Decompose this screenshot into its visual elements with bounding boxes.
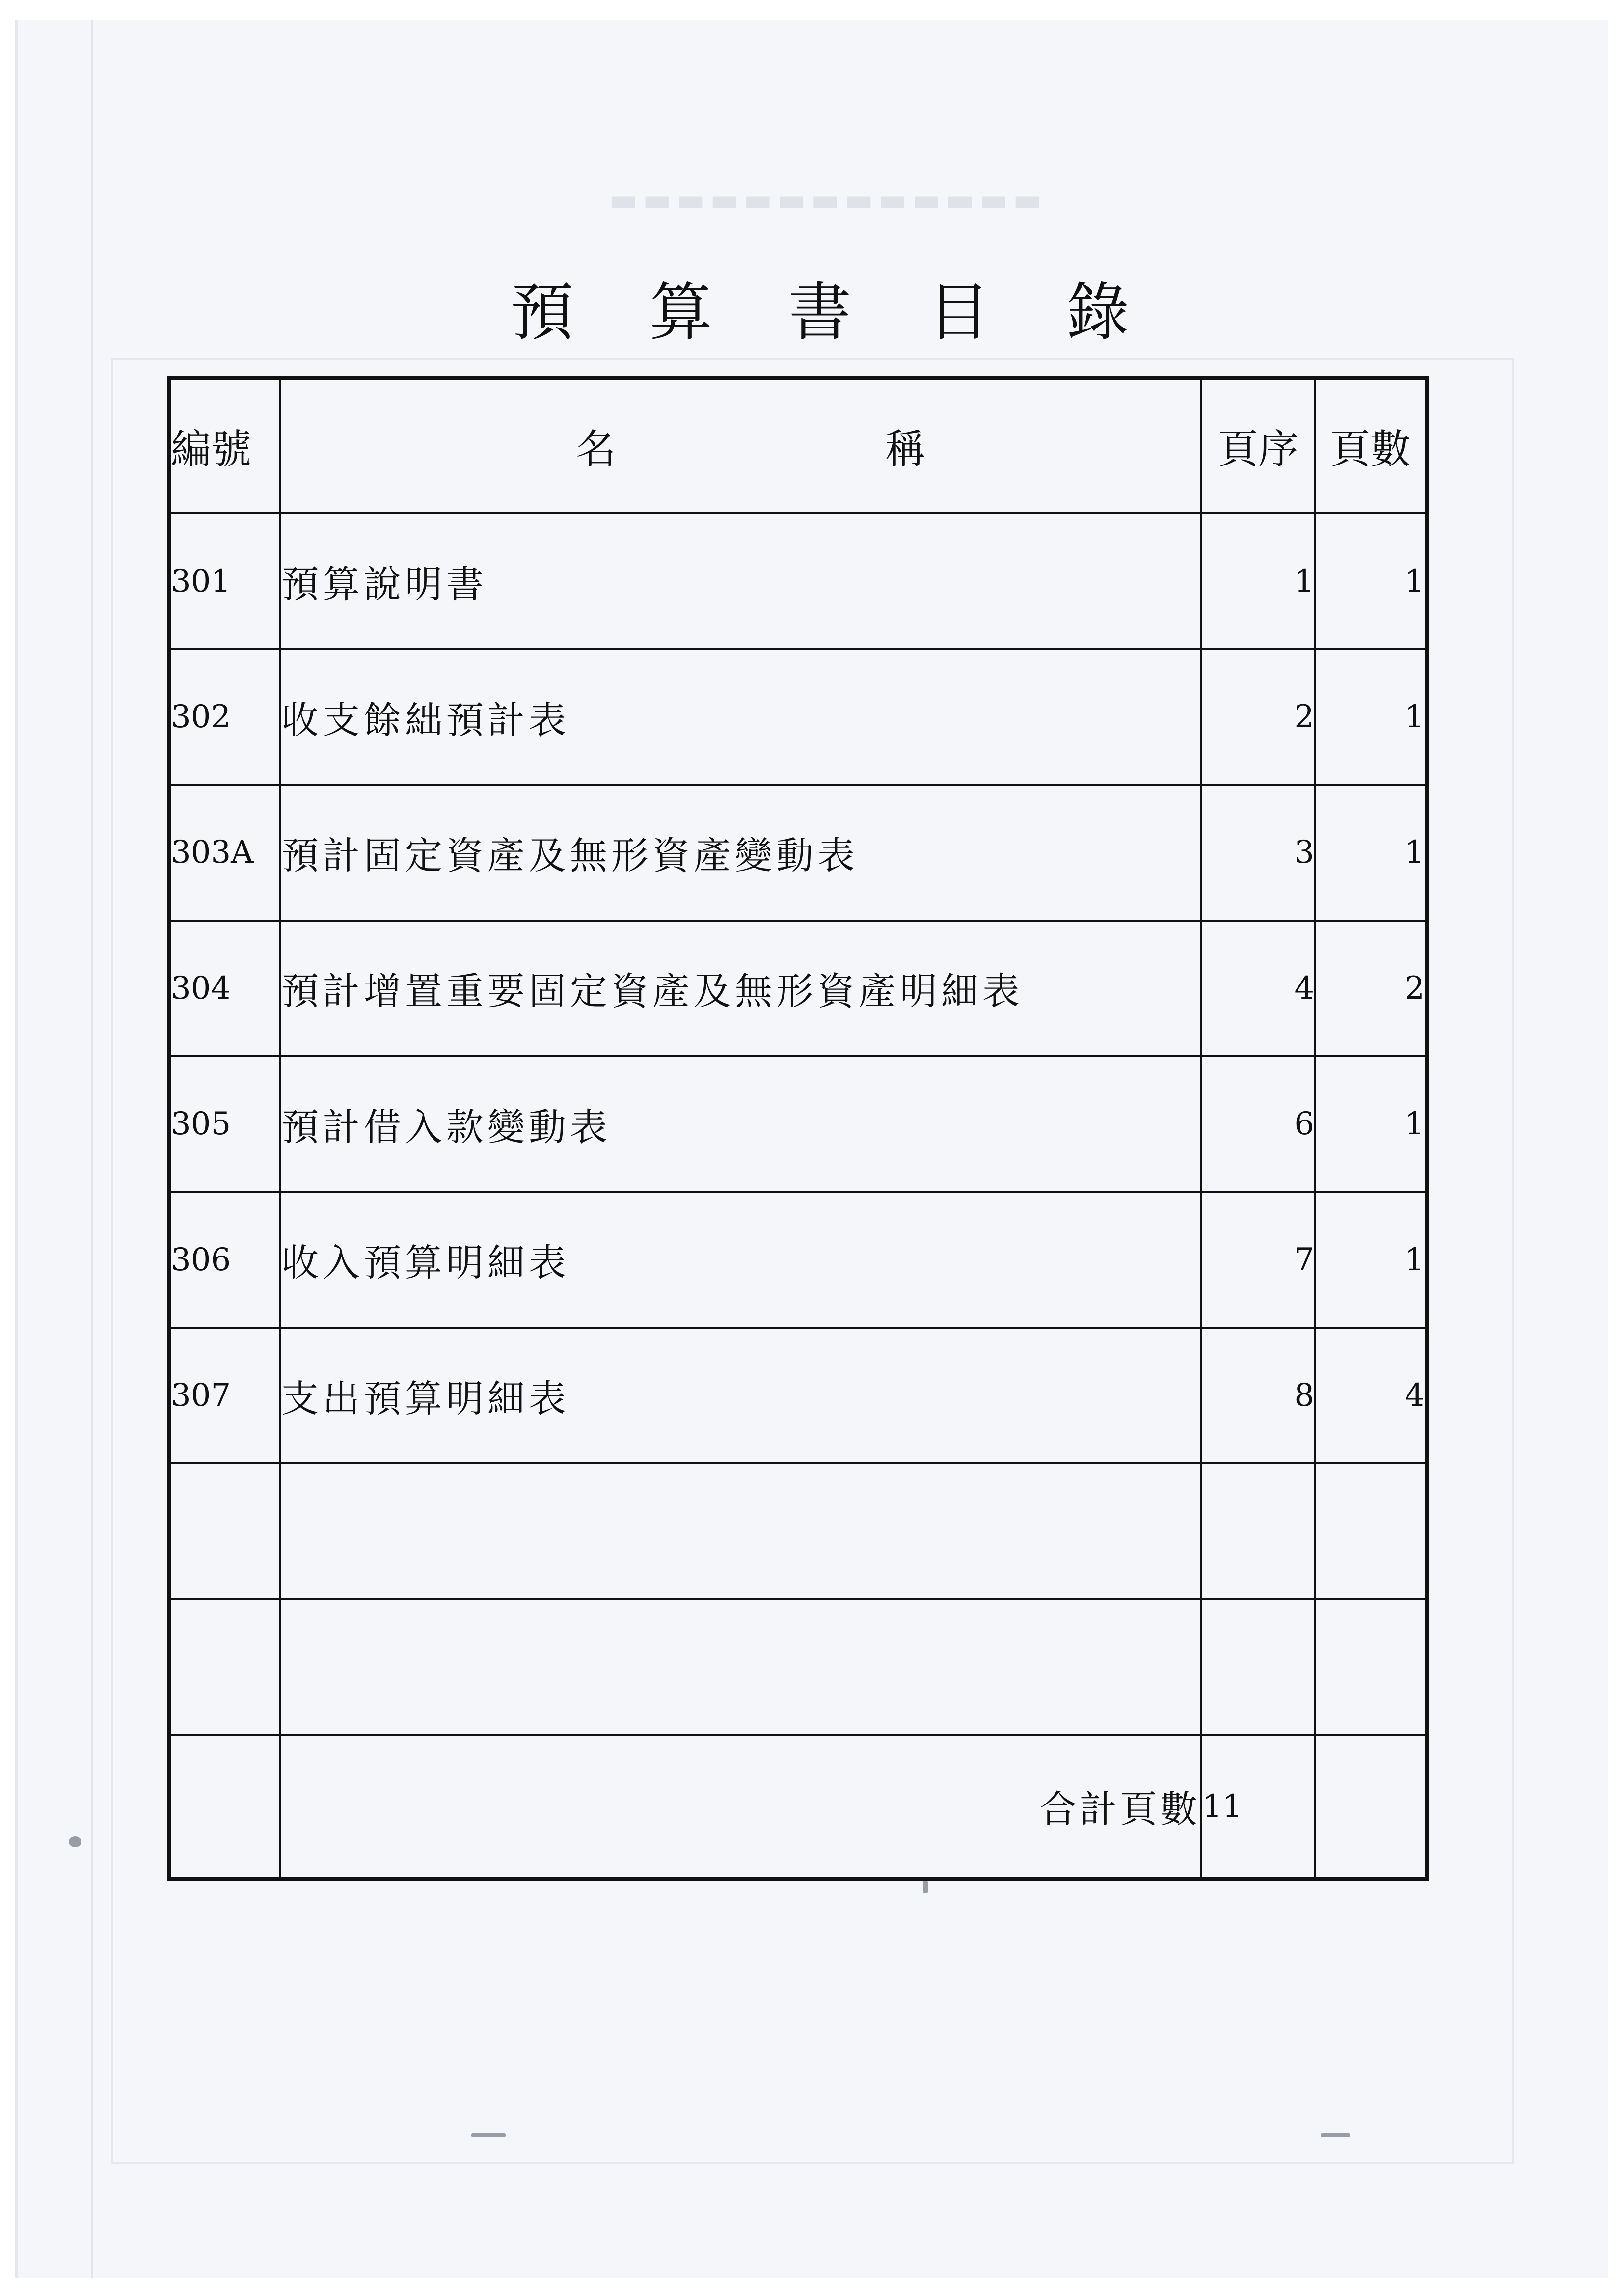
empty-row [169,1463,1427,1599]
row-code: 305 [169,1056,280,1192]
row-page-count: 1 [1315,513,1427,649]
header-name-char: 名 [575,426,616,473]
row-page-order: 4 [1201,921,1315,1056]
row-name: 預計借入款變動表 [280,1056,1201,1192]
row-name: 收入預算明細表 [280,1192,1201,1328]
empty-cell [169,1599,280,1735]
empty-cell [1315,1735,1427,1879]
row-code: 301 [169,513,280,649]
binding-margin-line [91,20,93,2278]
row-page-order: 6 [1201,1056,1315,1192]
row-code: 303A [169,785,280,920]
empty-cell [169,1463,280,1599]
row-name: 預計增置重要固定資產及無形資產明細表 [280,921,1201,1056]
row-page-count: 1 [1315,1056,1427,1192]
empty-cell [1315,1599,1427,1735]
table-header-row [169,378,1427,513]
title-char: 書 [788,276,851,349]
table-row [169,921,1427,1056]
empty-cell [1201,1463,1315,1599]
scan-speck [69,1836,81,1847]
total-label: 合計頁數 [280,1735,1201,1879]
title-char: 算 [649,276,712,349]
row-code: 304 [169,921,280,1056]
table-row [169,1328,1427,1463]
empty-row [169,1599,1427,1735]
empty-cell [1201,1599,1315,1735]
row-code: 306 [169,1192,280,1328]
row-page-order: 2 [1201,649,1315,785]
table-row [169,649,1427,785]
row-page-order: 3 [1201,785,1315,920]
row-name: 收支餘絀預計表 [280,649,1201,785]
empty-cell [280,1463,1201,1599]
scan-speck [1321,2133,1350,2137]
total-value: 11 [1201,1735,1315,1879]
title-char: 預 [511,276,574,349]
bleed-through-header: ▬▬▬▬▬▬▬▬▬▬▬▬▬ [609,182,1047,218]
budget-toc-table [167,376,1429,1881]
title-char: 目 [927,276,990,349]
row-page-count: 4 [1315,1328,1427,1463]
row-name: 預計固定資產及無形資產變動表 [280,785,1201,920]
row-page-order: 7 [1201,1192,1315,1328]
scan-speck [471,2133,506,2137]
header-code: 編號 [169,378,280,513]
row-page-order: 1 [1201,513,1315,649]
row-code: 307 [169,1328,280,1463]
row-page-order: 8 [1201,1328,1315,1463]
header-page-order: 頁序 [1201,378,1315,513]
empty-cell [1315,1463,1427,1599]
total-row [169,1735,1427,1879]
row-page-count: 2 [1315,921,1427,1056]
empty-cell [280,1599,1201,1735]
table-row [169,785,1427,920]
table-row [169,1056,1427,1192]
row-code: 302 [169,649,280,785]
header-name-char: 稱 [885,426,926,473]
empty-cell [169,1735,280,1879]
row-page-count: 1 [1315,1192,1427,1328]
page-title [511,268,1129,349]
row-page-count: 1 [1315,785,1427,920]
row-name: 支出預算明細表 [280,1328,1201,1463]
header-name [280,378,1201,513]
table-row [169,1192,1427,1328]
table-row [169,513,1427,649]
title-char: 錄 [1066,276,1129,349]
row-name: 預算說明書 [280,513,1201,649]
row-page-count: 1 [1315,649,1427,785]
scan-speck [923,1881,928,1893]
header-page-count: 頁數 [1315,378,1427,513]
